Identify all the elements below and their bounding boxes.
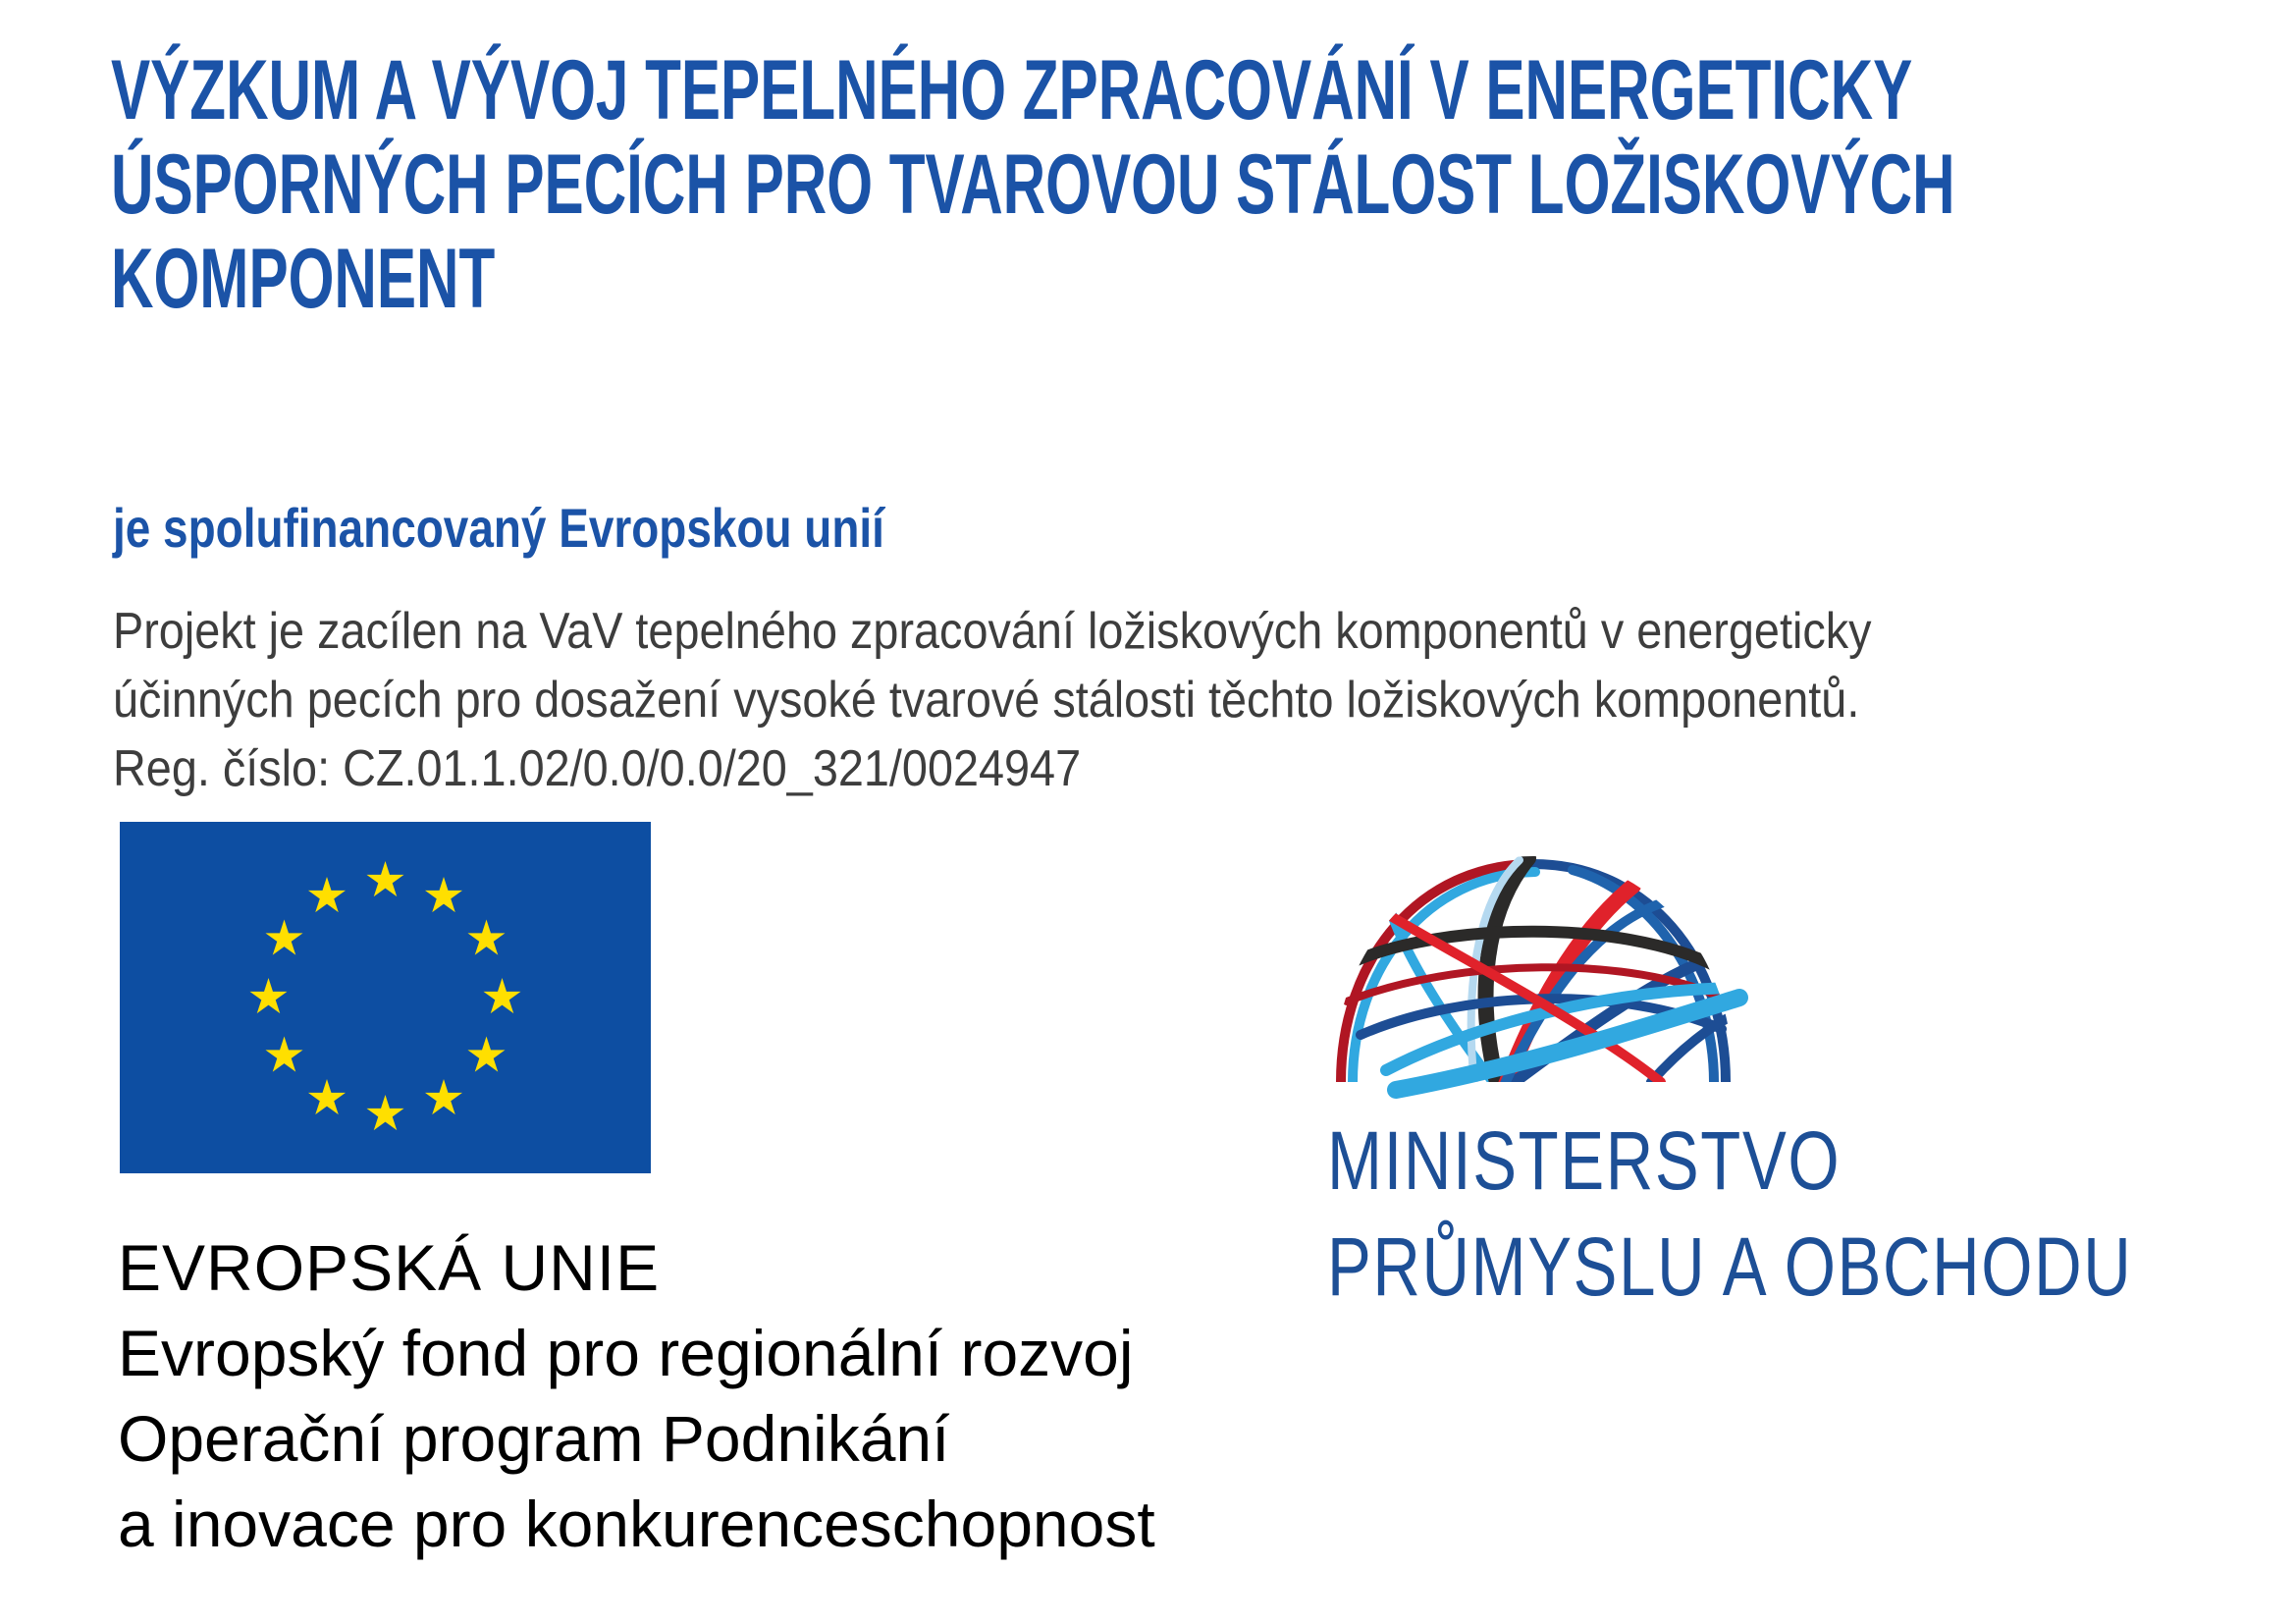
registration-number-line: Reg. číslo: CZ.01.1.02/0.0/0.0/20_321/0024947	[113, 740, 1082, 797]
project-title	[111, 43, 1955, 326]
eu-caption	[118, 1225, 1155, 1567]
mpo-globe-icon	[1327, 842, 1739, 1090]
cofinancing-statement: je spolufinancovaný Evropskou unií	[113, 497, 884, 559]
project-description	[113, 597, 1872, 803]
eu-caption-line-2: Evropský fond pro regionální rozvoj	[118, 1317, 1134, 1389]
eu-flag	[120, 822, 651, 1173]
ministry-name-line-2: PRŮMYSLU A OBCHODU	[1327, 1220, 2133, 1313]
eu-caption-line-4: a inovace pro konkurenceschopnost	[118, 1488, 1155, 1560]
eu-caption-line-1: EVROPSKÁ UNIE	[118, 1231, 661, 1304]
project-title-line-1: VÝZKUM A VÝVOJ TEPELNÉHO ZPRACOVÁNÍ V ENERGETICKY	[111, 43, 1913, 137]
ministry-name	[1327, 1108, 2132, 1320]
description-line-1: Projekt je zacílen na VaV tepelného zpracování ložiskových komponentů v energeticky	[113, 603, 1872, 660]
description-line-2: účinných pecích pro dosažení vysoké tvarové stálosti těchto ložiskových komponentů.	[113, 672, 1860, 729]
project-title-line-3: KOMPONENT	[111, 232, 496, 326]
eu-caption-line-3: Operační program Podnikání	[118, 1402, 950, 1475]
ministry-name-line-1: MINISTERSTVO	[1327, 1114, 1842, 1207]
project-title-line-2: ÚSPORNÝCH PECÍCH PRO TVAROVOU STÁLOST LOŽISKOVÝCH	[111, 137, 1955, 232]
